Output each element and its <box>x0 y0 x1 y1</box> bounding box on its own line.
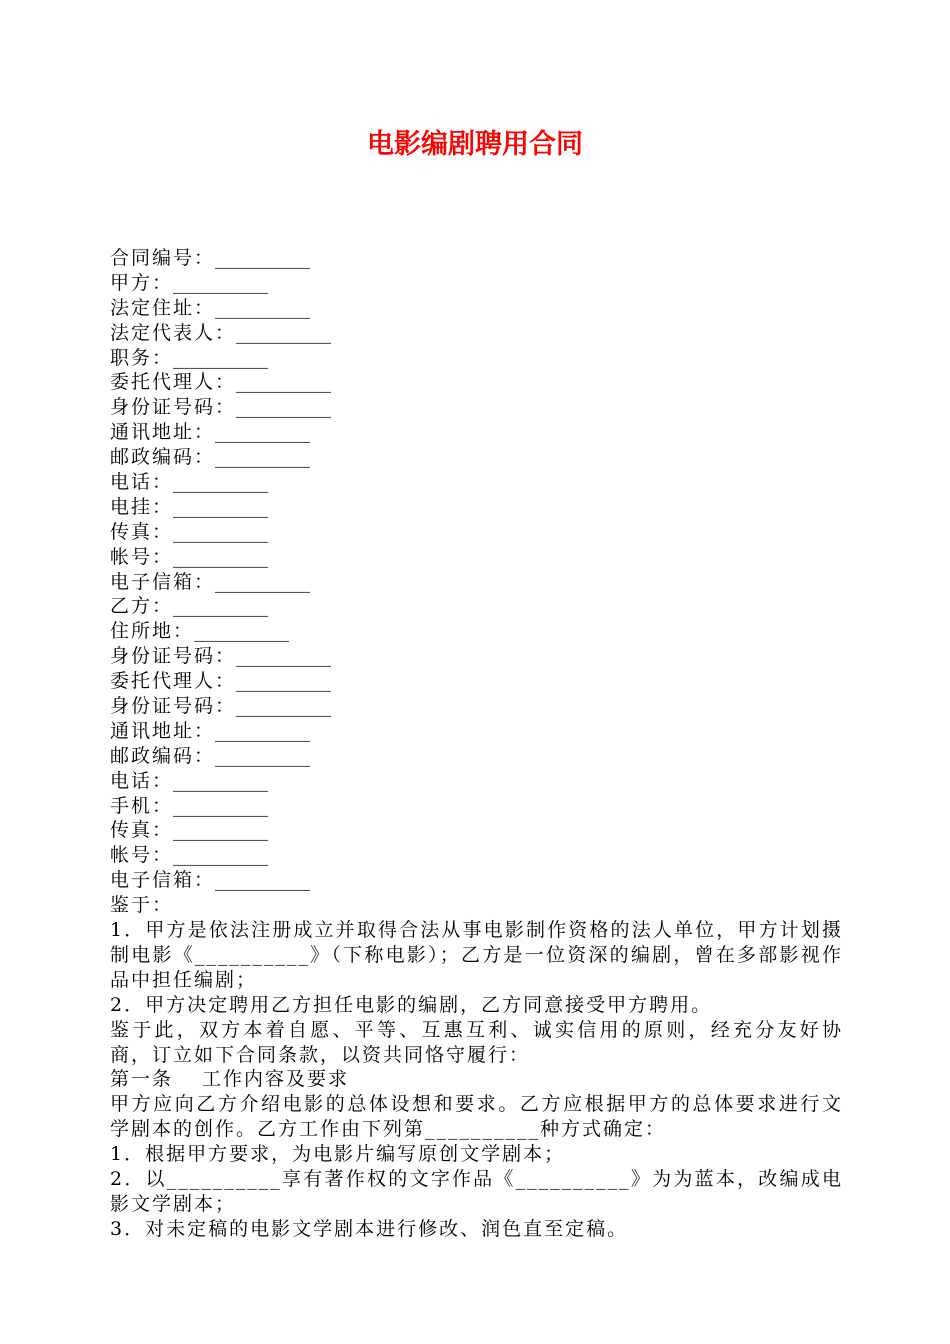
field-blank: __________ <box>236 371 332 394</box>
field-row <box>110 694 843 719</box>
field-row <box>110 794 843 819</box>
field-blank: __________ <box>215 446 311 469</box>
field-blank: __________ <box>215 247 311 269</box>
field-blank: __________ <box>173 520 269 543</box>
field-row <box>110 868 843 893</box>
field-label: 委托代理人： <box>110 371 237 394</box>
field-label: 传真： <box>110 520 174 543</box>
field-blank: __________ <box>215 744 311 767</box>
article-1-item-1: 1．根据甲方要求，为电影片编写原创文学剧本； <box>110 1143 566 1166</box>
field-label: 法定住址： <box>110 296 216 319</box>
whereas-conclusion: 鉴于此，双方本着自愿、平等、互惠互利、诚实信用的原则，经充分友好协商，订立如下合同条款，以资共同恪守履行： <box>110 1018 843 1066</box>
field-blank: __________ <box>173 271 269 294</box>
field-row <box>110 495 843 520</box>
document-title: 电影编剧聘用合同 <box>367 129 583 160</box>
field-row <box>110 395 843 420</box>
field-label: 合同编号： <box>110 247 216 269</box>
field-blank: __________ <box>215 296 311 319</box>
whereas-clause-1: 1．甲方是依法注册成立并取得合法从事电影制作资格的法人单位，甲方计划摄制电影《__________》（下称电影）；乙方是一位资深的编剧，曾在多部影视作品中担任编剧； <box>110 919 843 991</box>
field-label: 通讯地址： <box>110 421 216 444</box>
field-row <box>110 246 843 271</box>
field-row <box>110 769 843 794</box>
field-row <box>110 271 843 296</box>
field-blank: __________ <box>215 570 311 593</box>
party-info-fields <box>110 246 843 893</box>
field-label: 职务： <box>110 346 174 369</box>
whereas-label: 鉴于： <box>110 894 174 917</box>
field-blank: __________ <box>173 819 269 842</box>
field-blank: __________ <box>173 769 269 792</box>
field-label: 电子信箱： <box>110 869 216 892</box>
field-blank: __________ <box>236 321 332 344</box>
field-label: 身份证号码： <box>110 645 237 668</box>
article-1-heading: 第一条 工作内容及要求 <box>110 1068 350 1091</box>
field-blank: __________ <box>215 421 311 444</box>
field-row <box>110 818 843 843</box>
field-row <box>110 321 843 346</box>
field-label: 电子信箱： <box>110 570 216 593</box>
field-blank: __________ <box>173 346 269 369</box>
field-blank: __________ <box>173 545 269 568</box>
field-label: 委托代理人： <box>110 670 237 693</box>
field-row <box>110 346 843 371</box>
field-row <box>110 594 843 619</box>
field-row <box>110 570 843 595</box>
field-blank: __________ <box>215 719 311 742</box>
field-row <box>110 744 843 769</box>
field-row <box>110 644 843 669</box>
field-label: 手机： <box>110 794 174 817</box>
field-blank: __________ <box>173 495 269 518</box>
field-label: 身份证号码： <box>110 396 237 419</box>
field-row <box>110 545 843 570</box>
article-1-intro: 甲方应向乙方介绍电影的总体设想和要求。乙方应根据甲方的总体要求进行文学剧本的创作。乙方工作由下列第__________种方式确定： <box>110 1093 843 1141</box>
field-label: 身份证号码： <box>110 695 237 718</box>
field-label: 住所地： <box>110 620 195 643</box>
field-row <box>110 619 843 644</box>
field-label: 甲方： <box>110 271 174 294</box>
field-label: 帐号： <box>110 844 174 867</box>
article-1-item-2: 2．以__________享有著作权的文字作品《__________》为为蓝本，改编成电影文学剧本； <box>110 1168 843 1215</box>
field-blank: __________ <box>194 620 290 643</box>
field-row <box>110 420 843 445</box>
field-blank: __________ <box>215 869 311 892</box>
field-blank: __________ <box>173 794 269 817</box>
field-row <box>110 296 843 321</box>
field-label: 邮政编码： <box>110 744 216 767</box>
field-label: 传真： <box>110 819 174 842</box>
field-row <box>110 843 843 868</box>
field-label: 法定代表人： <box>110 321 237 344</box>
field-row <box>110 669 843 694</box>
field-blank: __________ <box>173 844 269 867</box>
field-blank: __________ <box>173 595 269 618</box>
field-blank: __________ <box>236 645 332 668</box>
field-label: 帐号： <box>110 545 174 568</box>
field-label: 电话： <box>110 471 174 494</box>
field-label: 乙方： <box>110 595 174 618</box>
field-row <box>110 520 843 545</box>
field-row <box>110 470 843 495</box>
document-body <box>110 246 843 1242</box>
field-label: 邮政编码： <box>110 446 216 469</box>
article-1-item-3: 3．对未定稿的电影文学剧本进行修改、润色直至定稿。 <box>110 1217 629 1240</box>
field-label: 电挂： <box>110 495 174 518</box>
field-blank: __________ <box>173 471 269 494</box>
field-row <box>110 719 843 744</box>
field-label: 通讯地址： <box>110 719 216 742</box>
field-blank: __________ <box>236 670 332 693</box>
field-blank: __________ <box>236 695 332 718</box>
whereas-clause-2: 2．甲方决定聘用乙方担任电影的编剧，乙方同意接受甲方聘用。 <box>110 993 713 1016</box>
field-label: 电话： <box>110 769 174 792</box>
field-row <box>110 370 843 395</box>
field-row <box>110 445 843 470</box>
field-blank: __________ <box>236 396 332 419</box>
